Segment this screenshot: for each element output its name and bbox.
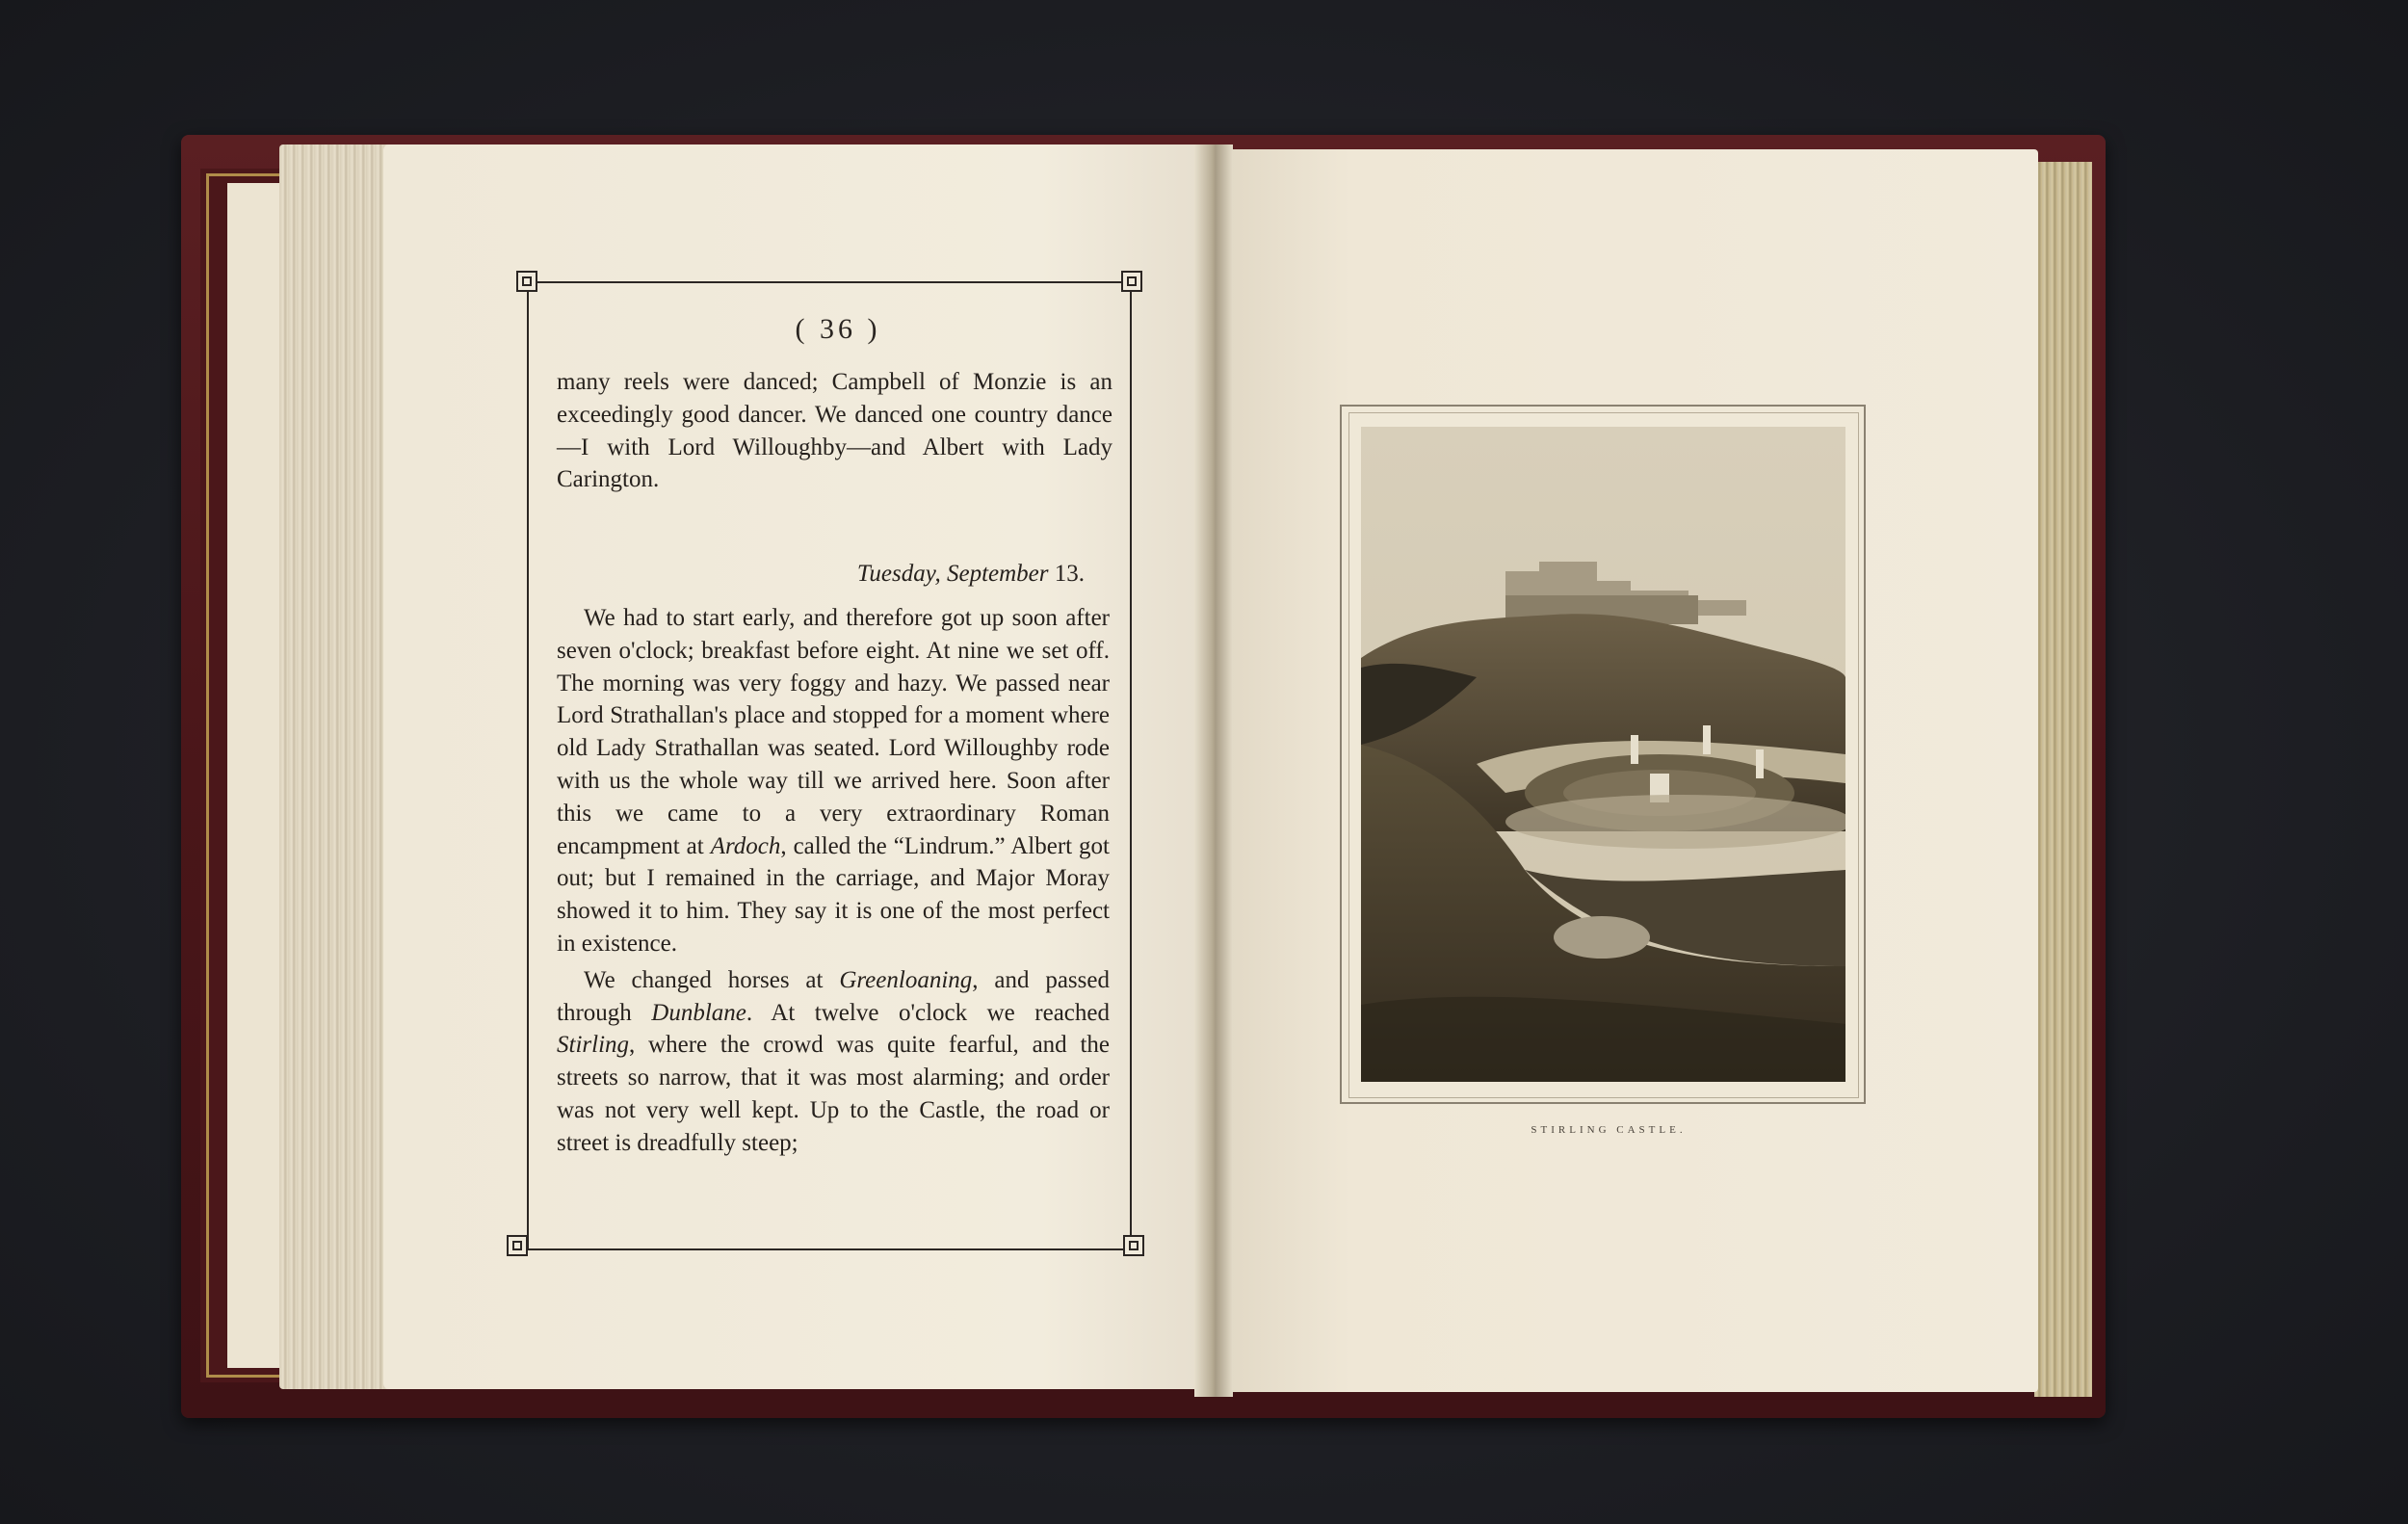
right-page-edges [2034,162,2092,1397]
frame-corner-ornament [1123,1235,1144,1256]
frame-corner-ornament [516,271,537,292]
diary-dateline [557,561,1085,588]
paragraph-text: We changed horses at [584,966,840,993]
paragraph-text: , and passed through [557,966,1110,1026]
place-name: Stirling [557,1032,630,1059]
frame-corner-ornament [1121,271,1142,292]
place-name: Ardoch [710,832,781,859]
place-name: Dunblane [651,999,746,1026]
paragraph-text: many reels were danced; Campbell of Monzie is an exceedingly good dancer. We danced one country dance—I with Lord Willoughby—and Albert with Lady Carington. [557,369,1112,493]
paragraph [557,602,1110,960]
paragraph-continued [557,366,1112,496]
diary-entry [557,602,1110,1160]
paragraph-text: , called the “Lindrum.” Albert got out; but I remained in the carriage, and Major Moray showed it to him. They say it is one of the most perfect in existence. [557,832,1110,957]
paragraph-text: We had to start early, and therefore got up soon after seven o'clock; breakfast before eight. At nine we set off. The morning was very foggy and hazy. We passed near Lord Strathallan's place and stopped for a moment where old Lady Strathallan was seated. Lord Willoughby rode with us the whole way till we arrived here. Soon after this we came to a very extraordinary Roman encampment at [557,605,1110,859]
paragraph-text: . At twelve o'clock we reached [746,999,1110,1026]
dateline-weekday-month: Tuesday, September [856,561,1049,587]
frame-corner-ornament [507,1235,528,1256]
paragraph [557,964,1110,1160]
castle-photograph-image [1361,427,1845,1082]
photo-caption: STIRLING CASTLE. [1531,1124,1687,1136]
castle-photograph [1361,427,1845,1082]
page-number: ( 36 ) [795,313,881,345]
endpaper [227,183,281,1368]
left-page-edges [279,145,395,1389]
paragraph-text: , where the crowd was quite fearful, and the streets so narrow, that it was most alarming; and order was not very well kept. Up to the Castle, the road or street is dreadfully steep; [557,1032,1110,1156]
book-gutter [1194,145,1233,1397]
dateline-day: 13. [1054,561,1085,587]
place-name: Greenloaning [839,966,973,993]
